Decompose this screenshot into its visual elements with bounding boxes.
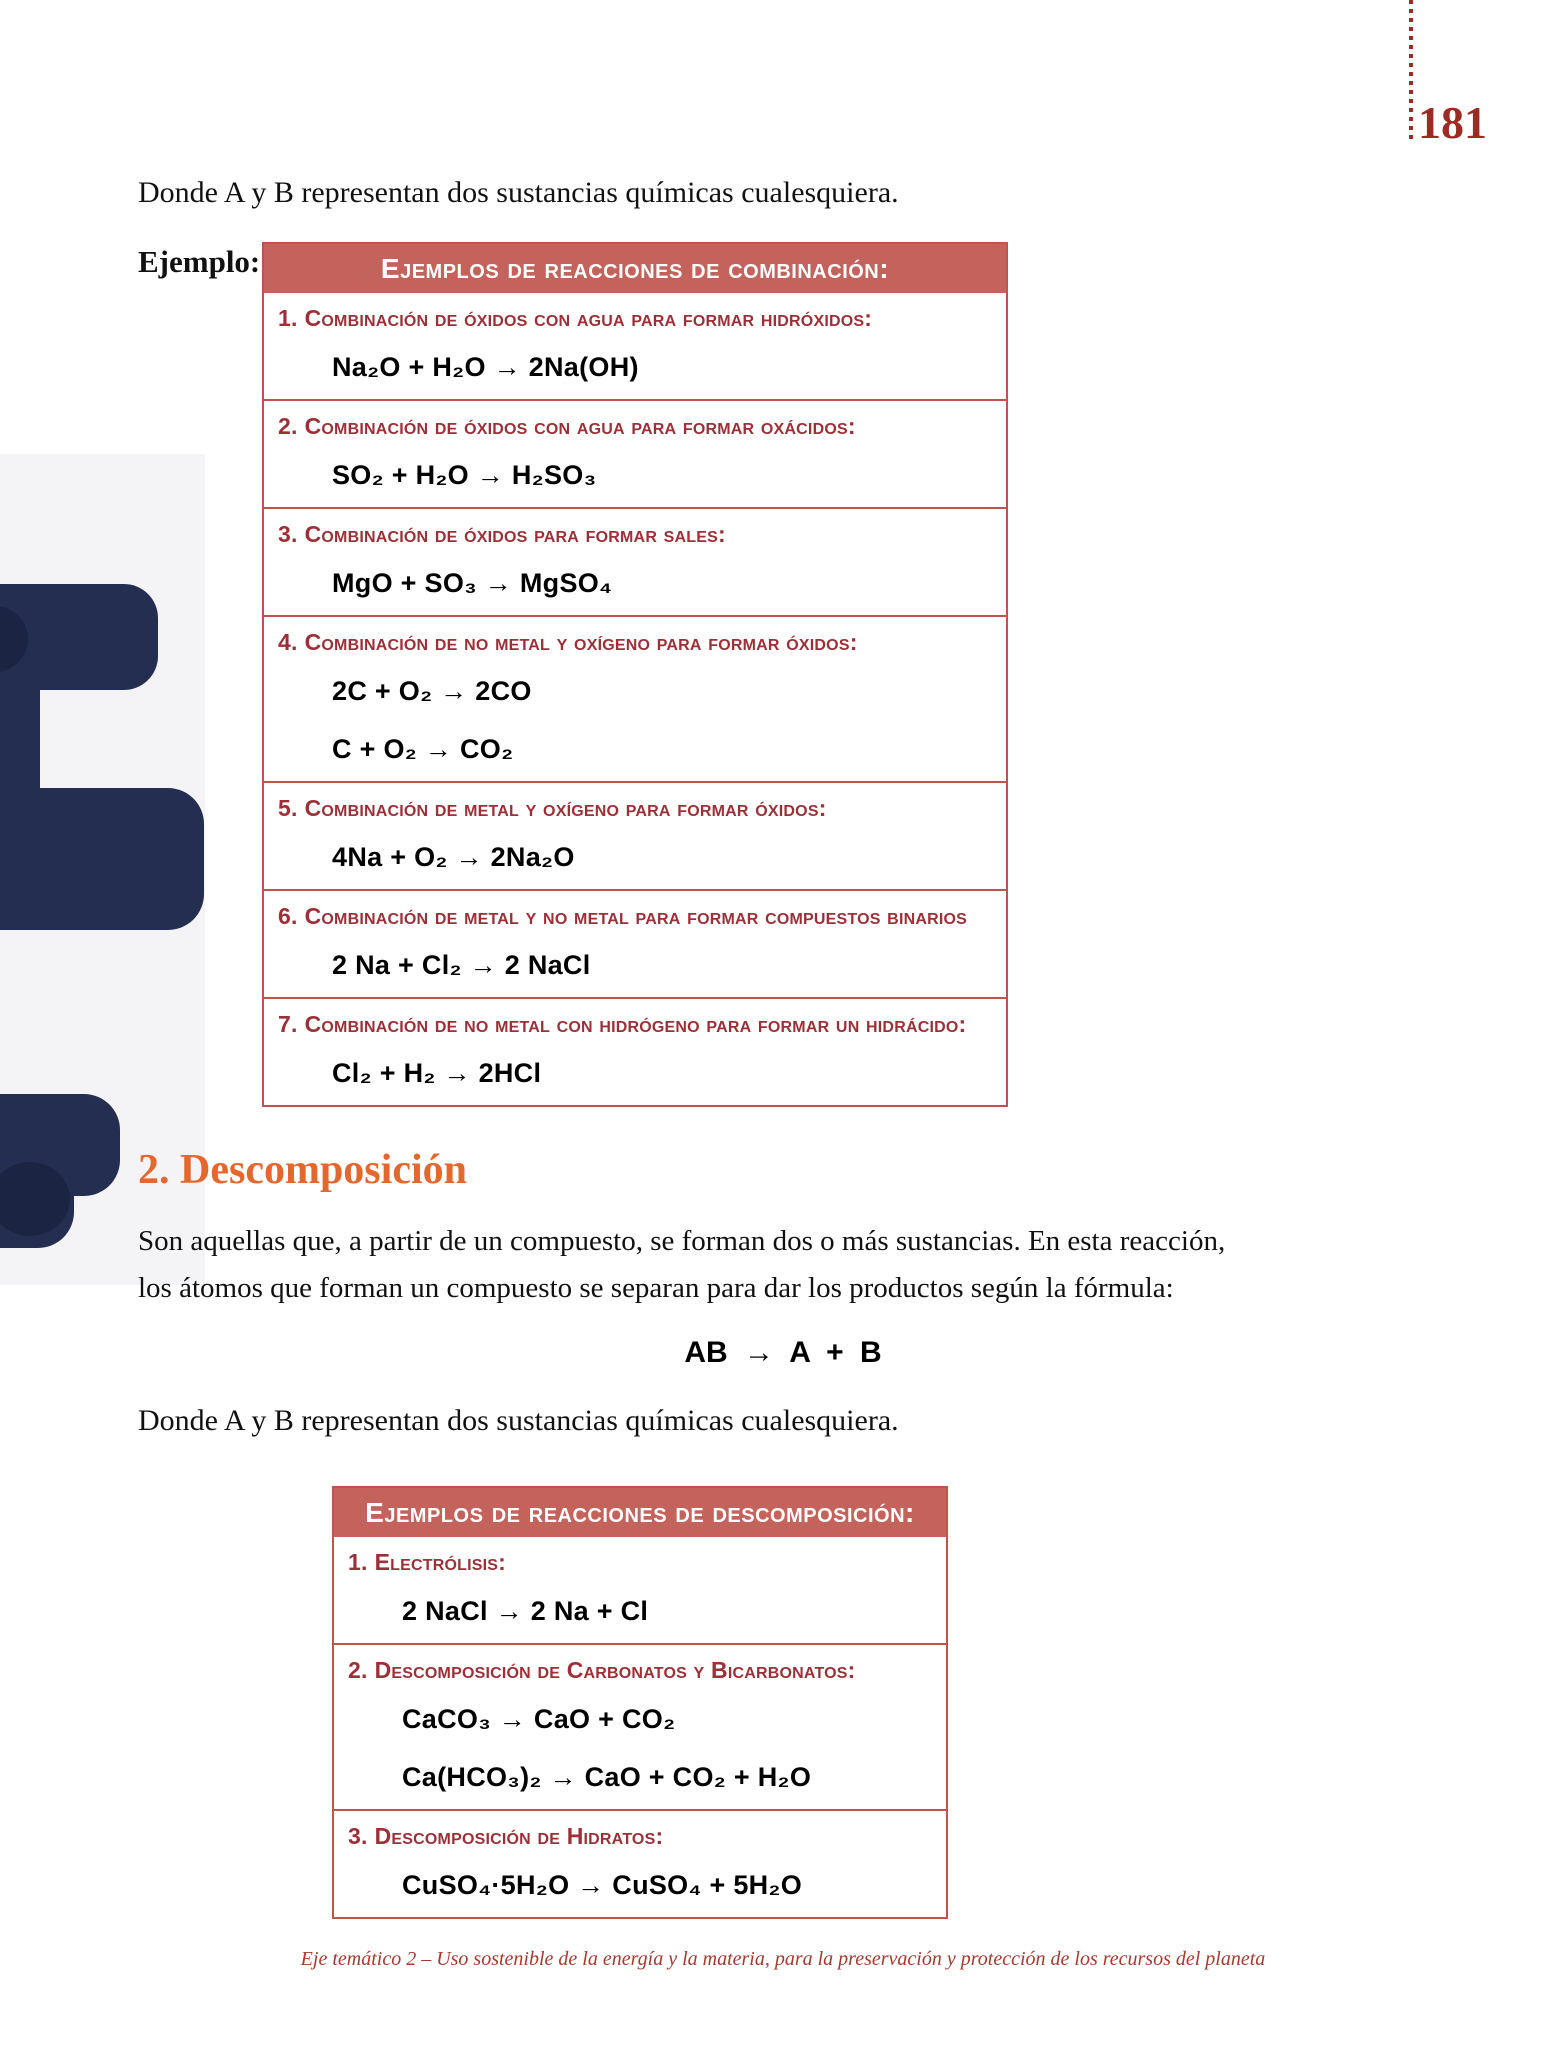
reaction-number: 2. [278, 413, 298, 439]
section-paragraph [138, 1218, 1438, 1312]
reaction-row [264, 401, 1006, 509]
reaction-label [278, 519, 992, 549]
dotted-divider [1409, 0, 1413, 142]
reaction-row [264, 783, 1006, 891]
reaction-row [334, 1645, 946, 1811]
reaction-title: Combinación de óxidos para formar sales: [304, 521, 726, 547]
reaction-number: 4. [278, 629, 298, 655]
reaction-title: Combinación de óxidos con agua para formar hidróxidos: [304, 305, 873, 331]
reaction-number: 6. [278, 903, 298, 929]
reaction-title: Combinación de no metal con hidrógeno para formar un hidrácido: [304, 1011, 967, 1037]
table-rows [264, 293, 1006, 1105]
reaction-title: Combinación de metal y no metal para formar compuestos binarios [304, 903, 968, 929]
general-formula: AB → A + B [684, 1336, 882, 1369]
reaction-row [264, 891, 1006, 999]
donde-text-1: Donde A y B representan dos sustancias químicas cualesquiera. [138, 176, 899, 209]
reaction-number: 1. [278, 305, 298, 331]
chemical-equation: 2 NaCl → 2 Na + Cl [402, 1596, 649, 1626]
chemical-equation: Na₂O + H₂O → 2Na(OH) [332, 352, 639, 382]
section-heading: 2. Descomposición [138, 1147, 467, 1193]
combination-reactions-table [262, 242, 1008, 1107]
reaction-number: 2. [348, 1657, 368, 1683]
reaction-label [278, 627, 992, 657]
reaction-title: Descomposición de Hidratos: [374, 1823, 664, 1849]
chemical-equation: Cl₂ + H₂ → 2HCl [332, 1058, 542, 1088]
table-rows [334, 1537, 946, 1917]
reaction-number: 5. [278, 795, 298, 821]
reaction-row [264, 617, 1006, 783]
reaction-label [348, 1655, 932, 1685]
decorative-shape [0, 788, 204, 930]
reaction-row [264, 999, 1006, 1105]
reaction-row [264, 509, 1006, 617]
chemical-equation: MgO + SO₃ → MgSO₄ [332, 568, 613, 598]
reaction-row [334, 1811, 946, 1917]
page-footer: Eje temático 2 – Uso sostenible de la energía y la materia, para la preservación y protección de los recursos del planeta [300, 1948, 1266, 1970]
paragraph-line: Son aquellas que, a partir de un compuesto, se forman dos o más sustancias. En esta reacción, [138, 1225, 1226, 1257]
reaction-number: 7. [278, 1011, 298, 1037]
reaction-number: 1. [348, 1549, 368, 1575]
reaction-title: Combinación de no metal y oxígeno para formar óxidos: [304, 629, 858, 655]
decomposition-reactions-table [332, 1486, 948, 1919]
chemical-equation: CuSO₄·5H₂O → CuSO₄ + 5H₂O [402, 1870, 803, 1900]
reaction-label [278, 303, 992, 333]
chemical-equation: 2 Na + Cl₂ → 2 NaCl [332, 950, 591, 980]
reaction-label [278, 901, 992, 931]
reaction-number: 3. [348, 1823, 368, 1849]
ejemplo-label: Ejemplo: [138, 244, 261, 279]
donde-text-2: Donde A y B representan dos sustancias químicas cualesquiera. [138, 1404, 899, 1437]
reaction-title: Descomposición de Carbonatos y Bicarbonatos: [374, 1657, 856, 1683]
reaction-title: Electrólisis: [374, 1549, 506, 1575]
reaction-row [264, 293, 1006, 401]
chemical-equation: SO₂ + H₂O → H₂SO₃ [332, 460, 597, 490]
reaction-title: Combinación de óxidos con agua para formar oxácidos: [304, 413, 856, 439]
reaction-label [278, 411, 992, 441]
table-title: Ejemplos de reacciones de descomposición: [334, 1488, 946, 1537]
reaction-label [348, 1821, 932, 1851]
page-number: 181 [1418, 97, 1487, 148]
chemical-equation: CaCO₃ → CaO + CO₂ [402, 1704, 676, 1734]
reaction-label [278, 793, 992, 823]
chemical-equation: Ca(HCO₃)₂ → CaO + CO₂ + H₂O [402, 1762, 812, 1792]
reaction-row [334, 1537, 946, 1645]
chemical-equation: 4Na + O₂ → 2Na₂O [332, 842, 575, 872]
table-title: Ejemplos de reacciones de combinación: [264, 244, 1006, 293]
chemical-equation: 2C + O₂ → 2CO [332, 676, 532, 706]
chemical-equation: C + O₂ → CO₂ [332, 734, 514, 764]
reaction-title: Combinación de metal y oxígeno para formar óxidos: [304, 795, 827, 821]
reaction-number: 3. [278, 521, 298, 547]
reaction-label [278, 1009, 992, 1039]
paragraph-line: los átomos que forman un compuesto se separan para dar los productos según la fórmula: [138, 1272, 1174, 1304]
reaction-label [348, 1547, 932, 1577]
